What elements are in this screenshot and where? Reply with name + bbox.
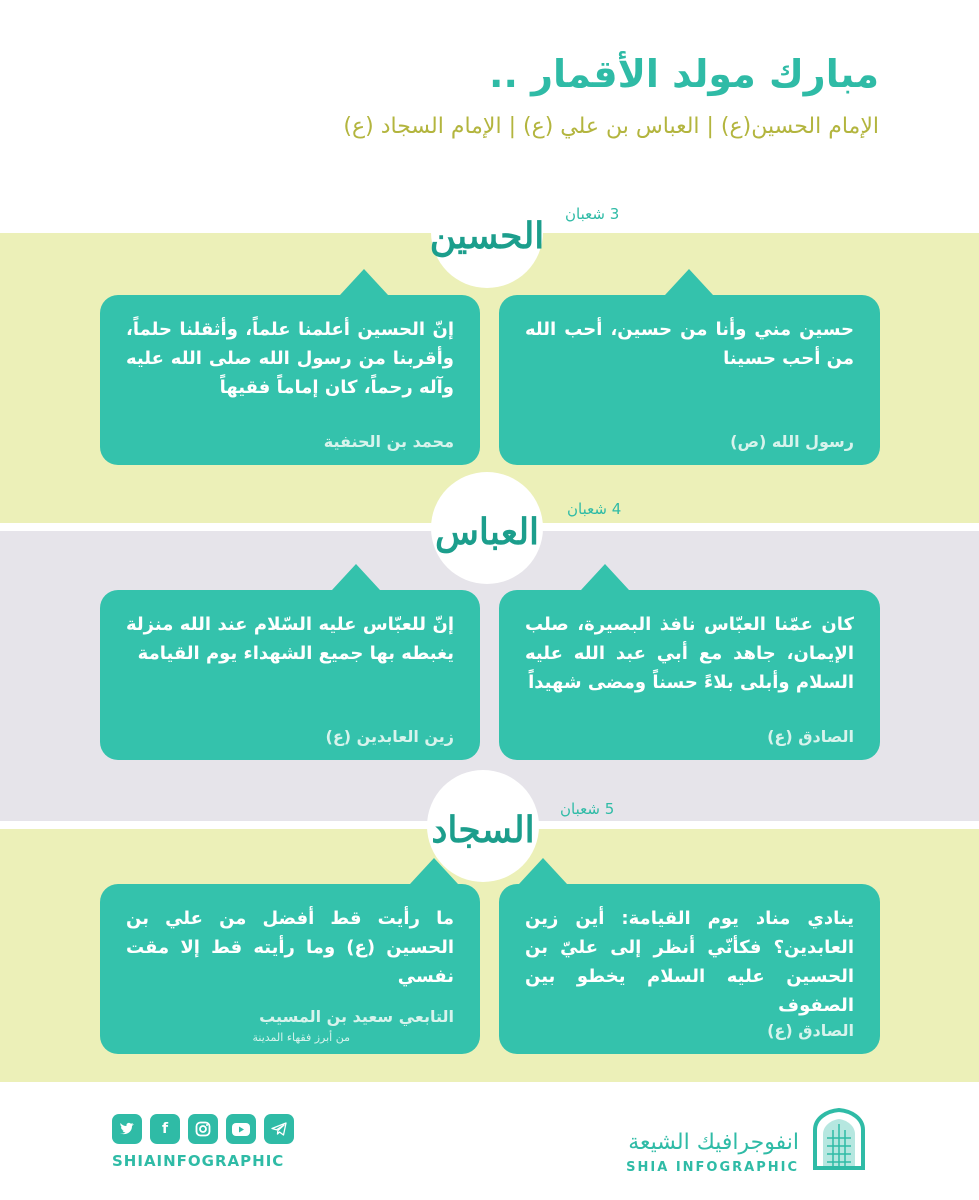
brand-logo [811, 1108, 867, 1170]
quote-text: حسين مني وأنا من حسين، أحب الله من أحب حسينا [525, 319, 854, 369]
quote-author: زين العابدين (ع) [325, 727, 454, 746]
youtube-icon[interactable] [226, 1114, 256, 1144]
calligraphy-hussain [422, 170, 552, 290]
quote-card [499, 884, 880, 1054]
page-subtitle: الإمام الحسين(ع) | العباس بن علي (ع) | الإمام السجاد (ع) [343, 114, 879, 139]
quote-text: ينادي مناد يوم القيامة: أين زين العابدين؟ فكأنّي أنظر إلى عليّ بن الحسين عليه السلام يخطو بين الصفوف [525, 908, 854, 1016]
brand-name-en: SHIA INFOGRAPHIC [626, 1160, 799, 1175]
social-links [112, 1114, 294, 1144]
quote-author: التابعي سعيد بن المسيب [259, 1007, 454, 1026]
date-label: 3 شعبان [565, 205, 620, 223]
date-label: 5 شعبان [560, 800, 615, 818]
quote-card [499, 295, 880, 465]
quote-author: الصادق (ع) [767, 1021, 854, 1040]
telegram-icon[interactable] [264, 1114, 294, 1144]
quote-author: رسول الله (ص) [730, 432, 854, 451]
quote-card [100, 884, 480, 1054]
quote-text: ما رأيت قط أفضل من علي بن الحسين (ع) وما رأيته قط إلا مقت نفسي [126, 908, 454, 987]
quote-author: الصادق (ع) [767, 727, 854, 746]
author-note: من أبرز فقهاء المدينة [252, 1031, 350, 1044]
quote-author: محمد بن الحنفية [323, 432, 454, 451]
calligraphy-abbas [422, 468, 552, 588]
quote-card [499, 590, 880, 760]
quote-text: إنّ الحسين أعلمنا علماً، وأثقلنا حلماً، وأقربنا من رسول الله صلى الله عليه وآله رحماً، كان إماماً فقيهاً [126, 319, 454, 398]
quote-card [100, 590, 480, 760]
twitter-icon[interactable] [112, 1114, 142, 1144]
page-title: مبارك مولد الأقمار .. [489, 52, 879, 96]
quote-text: كان عمّنا العبّاس نافذ البصيرة، صلب الإيمان، جاهد مع أبي عبد الله عليه السلام وأبلى بلاءً حسناً ومضى شهيداً [525, 614, 854, 693]
social-handle: SHIAINFOGRAPHIC [112, 1152, 285, 1170]
svg-text:العباس: العباس [434, 511, 540, 553]
instagram-icon[interactable] [188, 1114, 218, 1144]
facebook-icon[interactable]: f [150, 1114, 180, 1144]
svg-text:الحسين: الحسين [429, 215, 545, 257]
brand-name-ar: انفوجرافيك الشيعة [628, 1130, 799, 1155]
quote-text: إنّ للعبّاس عليه السّلام عند الله منزلة يغبطه بها جميع الشهداء يوم القيامة [126, 614, 454, 664]
quote-card [100, 295, 480, 465]
date-label: 4 شعبان [567, 500, 622, 518]
svg-text:السجاد: السجاد [431, 809, 535, 851]
